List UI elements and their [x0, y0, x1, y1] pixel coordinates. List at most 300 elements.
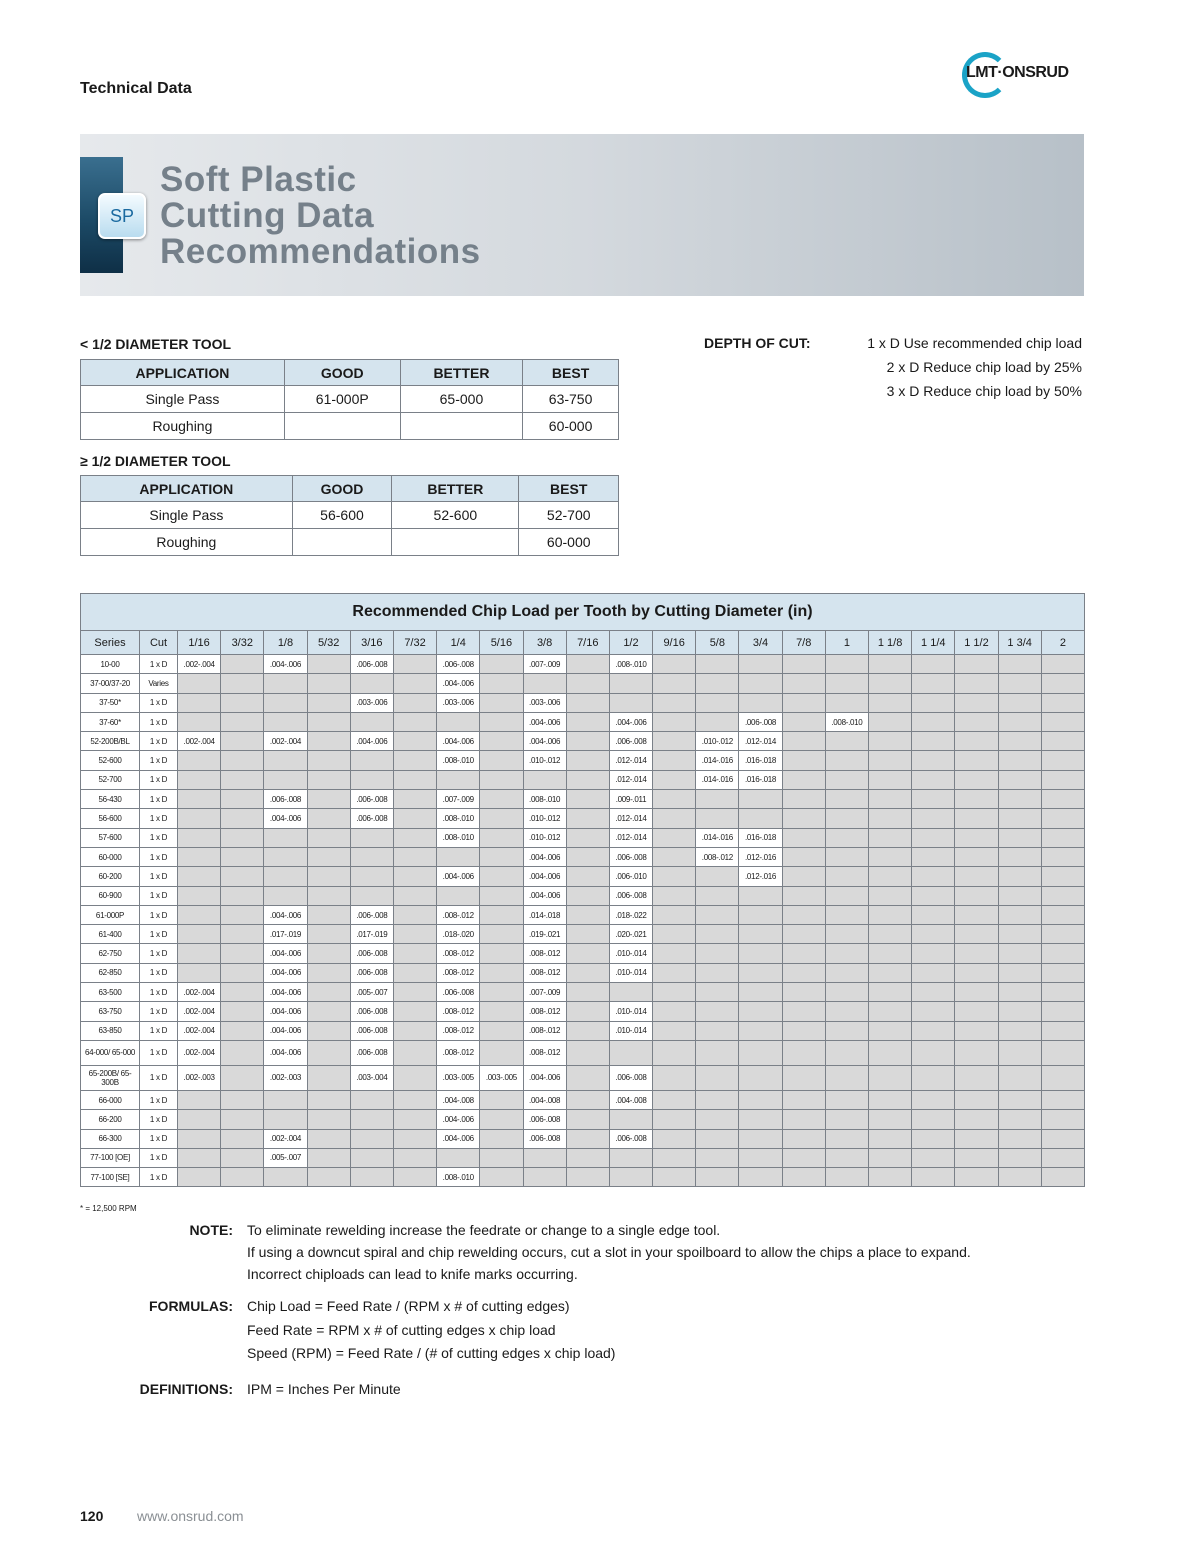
chip-row	[81, 886, 1085, 905]
chip-load-cell	[782, 693, 825, 712]
table-row	[81, 502, 619, 529]
chip-load-cell	[782, 770, 825, 789]
chip-load-cell	[782, 732, 825, 751]
chip-load-cell	[1041, 693, 1084, 712]
chip-load-cell: .002-.004	[264, 1129, 307, 1148]
chip-load-cell	[1041, 770, 1084, 789]
chip-load-cell	[264, 693, 307, 712]
chip-load-cell	[696, 1002, 739, 1021]
chip-load-cell	[307, 1002, 350, 1021]
chip-load-cell	[998, 828, 1041, 847]
chip-load-cell	[998, 809, 1041, 828]
series-cell: 63-750	[81, 1002, 140, 1021]
chip-load-cell: .002-.004	[178, 732, 221, 751]
chip-load-cell	[393, 1110, 436, 1129]
chip-load-cell	[955, 674, 998, 693]
cut-cell: 1 x D	[140, 1168, 178, 1187]
chip-load-cell	[609, 693, 652, 712]
chip-load-cell	[566, 1021, 609, 1040]
chip-load-cell: .004-.008	[437, 1090, 480, 1109]
chip-load-cell	[955, 886, 998, 905]
chip-load-cell	[1041, 1021, 1084, 1040]
chip-load-cell: .004-.008	[523, 1090, 566, 1109]
chip-load-cell	[653, 1148, 696, 1167]
chip-load-cell	[221, 944, 264, 963]
page-title	[160, 162, 481, 270]
chip-load-cell: .009-.011	[609, 790, 652, 809]
chip-load-cell: .008-.012	[523, 944, 566, 963]
chip-load-cell	[1041, 886, 1084, 905]
chip-load-cell	[653, 790, 696, 809]
chip-row	[81, 751, 1085, 770]
series-cell: 77-100 [SE]	[81, 1168, 140, 1187]
chip-load-cell	[912, 751, 955, 770]
chip-load-cell	[350, 674, 393, 693]
chip-load-cell	[566, 828, 609, 847]
chip-load-cell	[1041, 712, 1084, 731]
chip-load-cell	[437, 886, 480, 905]
chip-load-cell: .006-.008	[437, 655, 480, 674]
chip-row	[81, 693, 1085, 712]
cut-cell: 1 x D	[140, 1002, 178, 1021]
chip-load-cell	[782, 983, 825, 1002]
chip-load-cell	[350, 1110, 393, 1129]
chip-load-cell	[307, 1090, 350, 1109]
chip-load-cell	[912, 1065, 955, 1090]
series-cell: 61-400	[81, 925, 140, 944]
chip-load-cell	[869, 770, 912, 789]
sp-badge-icon: SP	[98, 193, 146, 239]
chip-load-cell	[480, 925, 523, 944]
table-cell: Roughing	[81, 413, 285, 440]
chip-load-cell	[869, 905, 912, 924]
chip-load-cell: .004-.006	[523, 1065, 566, 1090]
chip-load-cell	[955, 867, 998, 886]
chip-load-cell	[653, 1090, 696, 1109]
chip-load-cell	[825, 867, 868, 886]
chip-load-cell	[393, 1021, 436, 1040]
note-line: If using a downcut spiral and chip rewelding occurs, cut a slot in your spoilboard to allow the chips a place to expand.	[247, 1244, 971, 1260]
chip-load-cell	[393, 1129, 436, 1148]
chip-load-cell	[307, 1129, 350, 1148]
chip-load-cell	[739, 983, 782, 1002]
chip-load-cell	[350, 1148, 393, 1167]
chip-load-cell: .006-.010	[609, 867, 652, 886]
chip-load-cell: .002-.004	[178, 983, 221, 1002]
chip-load-cell: .006-.008	[739, 712, 782, 731]
chip-load-cell: .006-.008	[350, 963, 393, 982]
chip-load-cell	[350, 712, 393, 731]
chip-load-cell	[566, 1168, 609, 1187]
chip-load-cell	[739, 944, 782, 963]
formula-line: Feed Rate = RPM x # of cutting edges x chip load	[247, 1322, 556, 1338]
chip-load-cell	[998, 905, 1041, 924]
chip-load-cell	[350, 1168, 393, 1187]
chip-load-cell	[221, 867, 264, 886]
chip-load-cell: .004-.006	[523, 867, 566, 886]
chip-load-cell	[739, 1021, 782, 1040]
chip-load-cell	[998, 693, 1041, 712]
chip-load-cell	[1041, 655, 1084, 674]
chip-load-cell: .006-.008	[350, 809, 393, 828]
chip-load-cell: .004-.006	[264, 963, 307, 982]
chip-load-cell	[393, 1065, 436, 1090]
chip-load-cell	[998, 1168, 1041, 1187]
chip-load-cell	[912, 1148, 955, 1167]
chip-load-cell: .006-.008	[437, 983, 480, 1002]
chip-load-cell	[264, 1110, 307, 1129]
chip-load-cell	[955, 963, 998, 982]
chip-load-cell: .012-.014	[609, 751, 652, 770]
chip-load-cell	[480, 1021, 523, 1040]
chip-load-cell: .005-.007	[264, 1148, 307, 1167]
chip-load-cell	[825, 770, 868, 789]
chip-load-cell	[178, 1110, 221, 1129]
chip-load-cell	[912, 712, 955, 731]
chip-load-cell	[912, 847, 955, 866]
chip-load-cell	[696, 983, 739, 1002]
chip-load-cell	[696, 905, 739, 924]
cut-cell: 1 x D	[140, 655, 178, 674]
table-cell: 52-700	[519, 502, 619, 529]
chip-load-cell: .008-.010	[609, 655, 652, 674]
table-row	[81, 386, 619, 413]
chip-load-cell: .002-.004	[264, 732, 307, 751]
chip-load-cell	[221, 905, 264, 924]
chip-load-cell: .006-.008	[350, 655, 393, 674]
chip-load-cell	[782, 1090, 825, 1109]
chip-load-cell	[178, 790, 221, 809]
chip-load-cell	[480, 751, 523, 770]
series-cell: 66-200	[81, 1110, 140, 1129]
chip-load-cell	[566, 1129, 609, 1148]
series-cell: 66-000	[81, 1090, 140, 1109]
chip-load-cell	[480, 1129, 523, 1148]
chip-load-cell	[825, 963, 868, 982]
chip-load-cell	[1041, 983, 1084, 1002]
chip-load-cell	[307, 693, 350, 712]
chip-load-cell	[350, 1129, 393, 1148]
cut-cell: 1 x D	[140, 983, 178, 1002]
website-link[interactable]: www.onsrud.com	[137, 1508, 244, 1524]
chip-load-cell	[653, 751, 696, 770]
chip-load-cell	[998, 944, 1041, 963]
chip-load-cell: .017-.019	[350, 925, 393, 944]
chip-load-cell	[221, 1090, 264, 1109]
chip-load-cell	[955, 790, 998, 809]
chip-load-cell	[912, 1021, 955, 1040]
chip-load-cell	[1041, 828, 1084, 847]
chip-load-cell	[998, 751, 1041, 770]
chip-load-cell: .012-.016	[739, 867, 782, 886]
chip-load-cell	[264, 712, 307, 731]
chip-load-cell: .002-.003	[178, 1065, 221, 1090]
chip-load-cell	[1041, 751, 1084, 770]
chip-load-cell	[653, 1040, 696, 1065]
chip-load-cell	[566, 1090, 609, 1109]
chip-load-cell	[782, 828, 825, 847]
chip-load-cell	[782, 751, 825, 770]
chip-column-header: 1/8	[264, 631, 307, 655]
chip-load-cell: .004-.006	[264, 1040, 307, 1065]
table-row	[81, 413, 619, 440]
series-cell: 65-200B/ 65-300B	[81, 1065, 140, 1090]
chip-load-cell	[393, 674, 436, 693]
chip-load-cell: .002-.004	[178, 1040, 221, 1065]
chip-load-cell	[221, 1040, 264, 1065]
chip-load-cell: .004-.006	[264, 944, 307, 963]
chip-load-cell	[955, 732, 998, 751]
chip-load-cell	[178, 1148, 221, 1167]
column-header: GOOD	[284, 360, 400, 386]
cut-cell: 1 x D	[140, 693, 178, 712]
chip-load-cell	[998, 847, 1041, 866]
column-header: APPLICATION	[81, 360, 285, 386]
chip-load-cell: .004-.006	[264, 1002, 307, 1021]
chip-load-cell	[264, 886, 307, 905]
chip-load-cell	[264, 828, 307, 847]
chip-column-header: 1 1/2	[955, 631, 998, 655]
chip-load-cell	[696, 1040, 739, 1065]
chip-load-cell	[566, 732, 609, 751]
chip-load-cell	[739, 886, 782, 905]
chip-load-cell: .012-.016	[739, 847, 782, 866]
series-cell: 56-430	[81, 790, 140, 809]
chip-load-cell	[350, 828, 393, 847]
chip-load-cell	[1041, 905, 1084, 924]
chip-load-cell	[653, 944, 696, 963]
cut-cell: 1 x D	[140, 1129, 178, 1148]
chip-load-cell	[869, 1148, 912, 1167]
chip-column-header: 2	[1041, 631, 1084, 655]
chip-load-cell	[393, 828, 436, 847]
chip-load-cell: .016-.018	[739, 828, 782, 847]
chip-load-cell: .006-.008	[264, 790, 307, 809]
chip-load-cell	[739, 905, 782, 924]
chip-load-cell	[696, 790, 739, 809]
chip-load-cell: .008-.012	[437, 1002, 480, 1021]
chip-column-header: 1/16	[178, 631, 221, 655]
chip-load-cell: .008-.012	[437, 944, 480, 963]
chip-load-cell	[739, 1002, 782, 1021]
chip-load-cell: .004-.006	[264, 983, 307, 1002]
chip-load-cell	[221, 1148, 264, 1167]
chip-load-cell	[869, 1002, 912, 1021]
chip-load-cell	[264, 867, 307, 886]
title-line: Soft Plastic	[160, 160, 357, 199]
chip-load-cell	[221, 770, 264, 789]
chip-load-cell	[998, 963, 1041, 982]
table-cell	[400, 413, 522, 440]
chip-load-cell	[1041, 790, 1084, 809]
chip-load-cell	[739, 1040, 782, 1065]
chip-load-cell	[307, 1065, 350, 1090]
chip-load-cell	[912, 828, 955, 847]
chip-load-cell	[912, 867, 955, 886]
chip-load-cell	[739, 925, 782, 944]
chip-load-cell	[221, 1002, 264, 1021]
chip-load-cell	[178, 809, 221, 828]
table-cell: 60-000	[519, 529, 619, 556]
chip-load-cell	[782, 867, 825, 886]
chip-load-cell	[480, 1040, 523, 1065]
chip-load-cell	[221, 1110, 264, 1129]
chip-load-cell	[307, 925, 350, 944]
chip-load-cell: .004-.006	[437, 1129, 480, 1148]
chip-load-cell: .008-.010	[437, 809, 480, 828]
chip-load-cell: .004-.006	[264, 905, 307, 924]
note-line: Incorrect chiploads can lead to knife marks occurring.	[247, 1266, 578, 1282]
chip-load-cell: .002-.003	[264, 1065, 307, 1090]
cut-cell: 1 x D	[140, 925, 178, 944]
chip-load-cell	[998, 1148, 1041, 1167]
large-tool-heading: ≥ 1/2 DIAMETER TOOL	[80, 453, 231, 469]
chip-load-cell	[869, 1110, 912, 1129]
chip-row	[81, 790, 1085, 809]
chip-load-cell	[1041, 925, 1084, 944]
chip-load-cell	[653, 1002, 696, 1021]
chip-load-cell: .007-.009	[523, 983, 566, 1002]
chip-load-cell	[782, 1110, 825, 1129]
chip-column-header: 5/32	[307, 631, 350, 655]
chip-load-cell	[696, 925, 739, 944]
chip-load-cell	[264, 674, 307, 693]
chip-load-cell	[696, 944, 739, 963]
chip-column-header: 1/2	[609, 631, 652, 655]
chip-load-cell	[437, 1148, 480, 1167]
chip-load-cell	[739, 674, 782, 693]
rpm-footnote: * = 12,500 RPM	[80, 1204, 137, 1213]
chip-load-cell	[696, 693, 739, 712]
chip-load-cell	[566, 790, 609, 809]
chip-load-cell	[739, 1148, 782, 1167]
chip-load-cell	[1041, 963, 1084, 982]
chip-load-cell: .003-.005	[480, 1065, 523, 1090]
chip-load-cell	[221, 693, 264, 712]
title-line: Cutting Data	[160, 196, 375, 235]
chip-load-cell	[1041, 1110, 1084, 1129]
chip-load-cell	[1041, 847, 1084, 866]
chip-load-cell	[393, 867, 436, 886]
cut-cell: 1 x D	[140, 1021, 178, 1040]
chip-load-cell	[825, 1021, 868, 1040]
chip-load-cell	[178, 944, 221, 963]
chip-load-cell	[955, 655, 998, 674]
chip-load-cell	[1041, 1065, 1084, 1090]
chip-load-cell: .006-.008	[609, 1065, 652, 1090]
chip-load-cell	[566, 1065, 609, 1090]
chip-load-cell	[393, 1168, 436, 1187]
chip-load-cell	[393, 693, 436, 712]
chip-load-cell: .006-.008	[523, 1129, 566, 1148]
chip-load-cell	[480, 770, 523, 789]
chip-load-cell	[480, 828, 523, 847]
chip-load-cell	[869, 712, 912, 731]
table-row	[81, 529, 619, 556]
chip-load-cell	[609, 1148, 652, 1167]
cut-cell: 1 x D	[140, 1110, 178, 1129]
chip-load-cell	[566, 983, 609, 1002]
chip-load-cell	[955, 944, 998, 963]
chip-load-cell	[825, 905, 868, 924]
chip-load-cell	[480, 983, 523, 1002]
chip-load-cell	[653, 655, 696, 674]
chip-row	[81, 1148, 1085, 1167]
chip-load-cell	[480, 1090, 523, 1109]
chip-row	[81, 674, 1085, 693]
chip-load-cell	[869, 790, 912, 809]
chip-load-cell	[350, 867, 393, 886]
chip-load-cell	[782, 712, 825, 731]
chip-load-cell	[825, 1040, 868, 1065]
chip-load-cell: .006-.008	[350, 944, 393, 963]
chip-load-cell	[178, 886, 221, 905]
chip-load-cell	[912, 1168, 955, 1187]
chip-load-cell	[869, 751, 912, 770]
chip-load-cell	[782, 944, 825, 963]
chip-load-cell	[869, 925, 912, 944]
chip-load-cell	[912, 963, 955, 982]
chip-column-header: 3/16	[350, 631, 393, 655]
chip-load-cell	[782, 1168, 825, 1187]
table-cell	[284, 413, 400, 440]
chip-load-cell	[1041, 1148, 1084, 1167]
chip-load-cell	[307, 867, 350, 886]
chip-load-cell: .008-.012	[437, 963, 480, 982]
chip-load-cell	[782, 905, 825, 924]
chip-load-cell	[566, 925, 609, 944]
chip-load-cell	[739, 693, 782, 712]
chip-load-cell	[912, 1129, 955, 1148]
chip-load-cell	[998, 1021, 1041, 1040]
chip-load-cell	[955, 1168, 998, 1187]
chip-load-cell: .008-.012	[523, 1002, 566, 1021]
chip-load-cell	[912, 674, 955, 693]
series-cell: 37-00/37-20	[81, 674, 140, 693]
chip-load-cell	[825, 1110, 868, 1129]
chip-load-cell	[955, 1090, 998, 1109]
chip-column-header: 3/8	[523, 631, 566, 655]
chip-load-cell	[221, 1021, 264, 1040]
chip-load-cell: .003-.004	[350, 1065, 393, 1090]
chip-load-cell: .004-.006	[437, 867, 480, 886]
chip-load-cell	[393, 905, 436, 924]
table-cell	[392, 529, 519, 556]
chip-load-cell	[782, 790, 825, 809]
series-cell: 60-200	[81, 867, 140, 886]
chip-load-cell: .010-.012	[523, 751, 566, 770]
chip-load-cell	[782, 809, 825, 828]
cut-cell: 1 x D	[140, 867, 178, 886]
chip-load-cell: .008-.012	[437, 905, 480, 924]
note-label: NOTE:	[189, 1222, 233, 1238]
chip-load-cell	[998, 790, 1041, 809]
chip-load-cell	[566, 1110, 609, 1129]
series-cell: 62-850	[81, 963, 140, 982]
table-cell: Single Pass	[81, 502, 293, 529]
chip-load-cell	[480, 693, 523, 712]
chip-load-cell: .008-.012	[696, 847, 739, 866]
chip-column-header: 3/4	[739, 631, 782, 655]
depth-of-cut-line: 3 x D Reduce chip load by 50%	[886, 383, 1082, 399]
chip-load-cell	[955, 809, 998, 828]
chip-load-table	[80, 593, 1085, 1187]
chip-column-header: 5/8	[696, 631, 739, 655]
chip-load-cell: .004-.006	[609, 712, 652, 731]
chip-load-cell	[393, 925, 436, 944]
chip-load-cell	[1041, 674, 1084, 693]
chip-row	[81, 944, 1085, 963]
